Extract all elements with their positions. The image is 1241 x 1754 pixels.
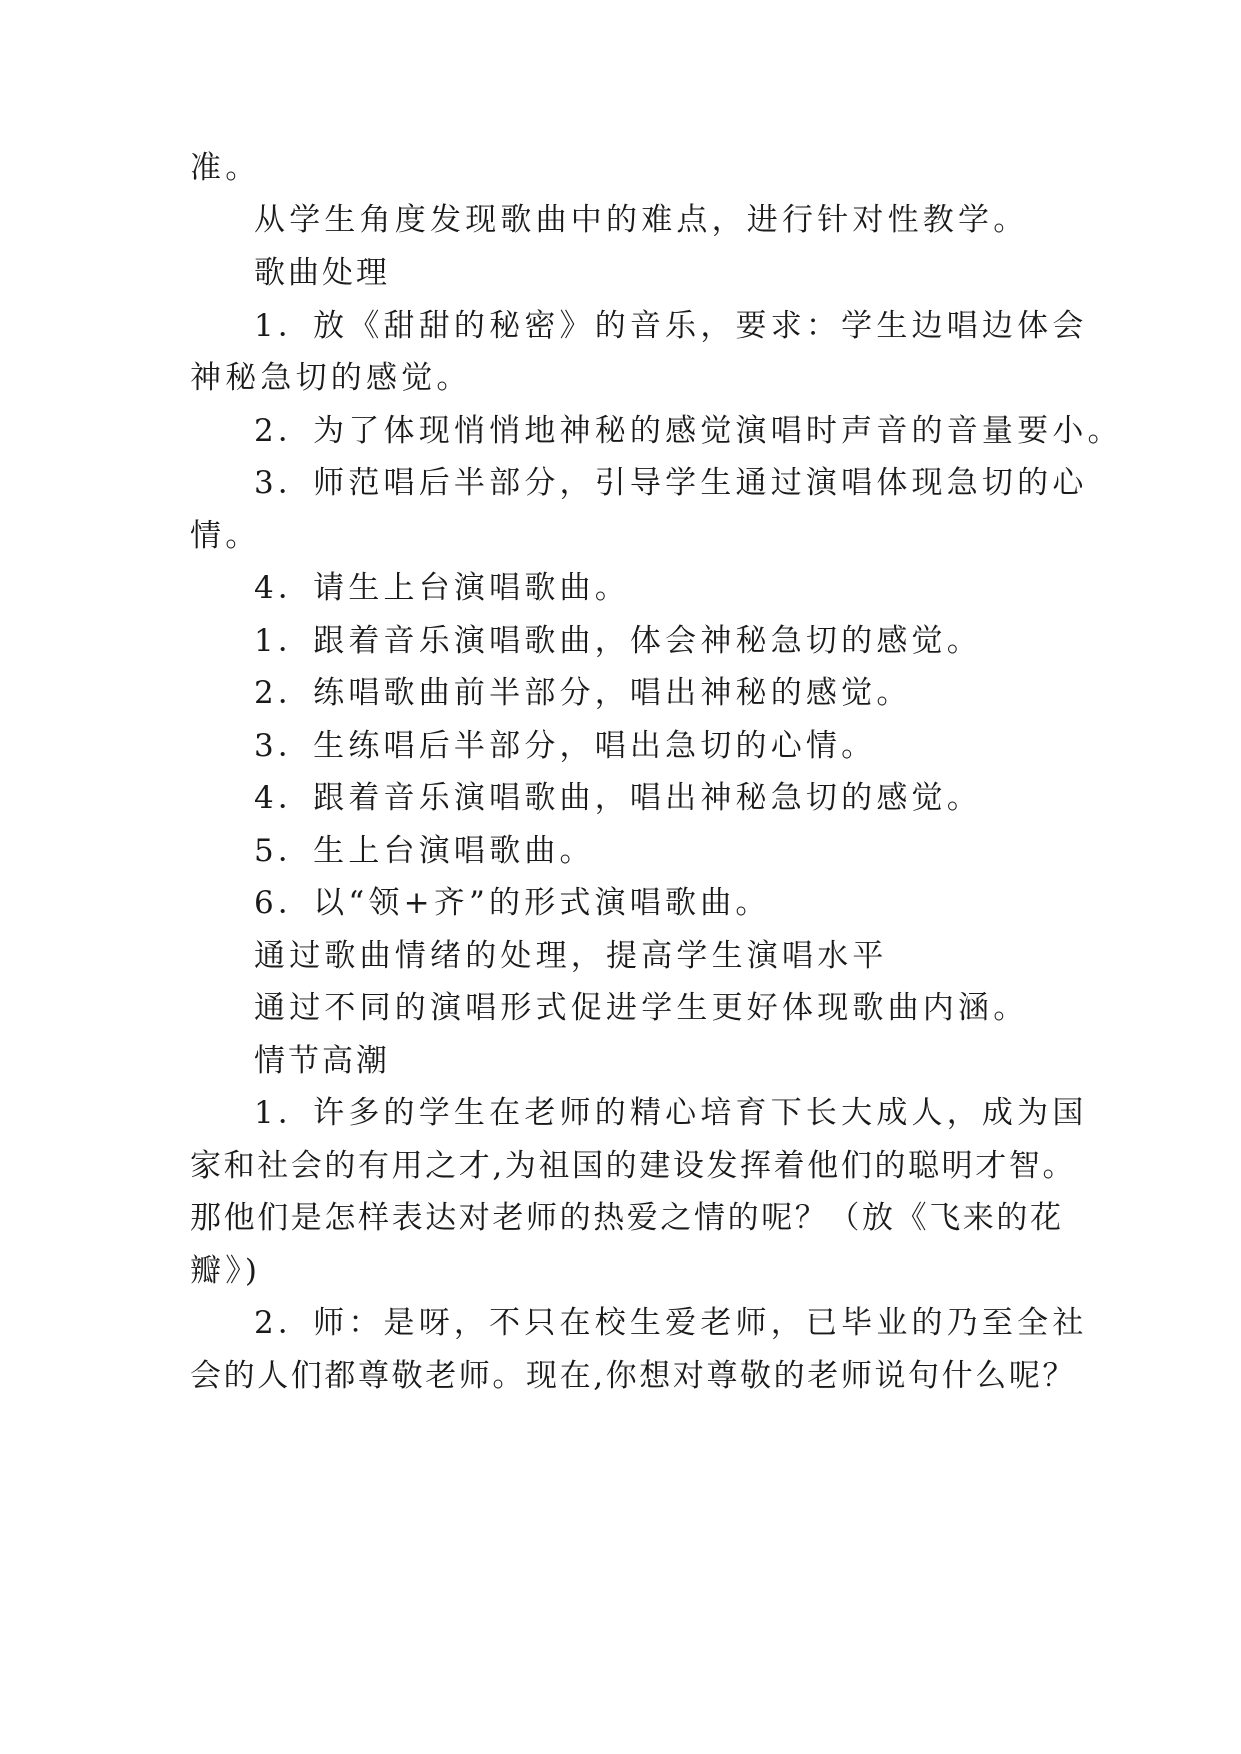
text-line: 1．放《甜甜的秘密》的音乐，要求：学生边唱边体会 xyxy=(254,308,1088,344)
section-heading: 情节高潮 xyxy=(254,1043,390,1079)
section-heading: 歌曲处理 xyxy=(254,255,390,291)
text-line: 3．师范唱后半部分，引导学生通过演唱体现急切的心 xyxy=(254,465,1088,501)
text-line: 准。 xyxy=(190,150,261,186)
text-line: 情。 xyxy=(190,518,261,554)
text-line: 神秘急切的感觉。 xyxy=(190,360,472,396)
text-line: 会的人们都尊敬老师。现在,你想对尊敬的老师说句什么呢？ xyxy=(190,1358,1077,1394)
text-line: 通过不同的演唱形式促进学生更好体现歌曲内涵。 xyxy=(254,990,1029,1026)
text-line: 那他们是怎样表达对老师的热爱之情的呢？（放《飞来的花 xyxy=(190,1200,1064,1236)
text-line: 瓣》) xyxy=(190,1253,262,1289)
text-line: 2．为了体现悄悄地神秘的感觉演唱时声音的音量要小。 xyxy=(254,413,1123,449)
text-line: 4．跟着音乐演唱歌曲，唱出神秘急切的感觉。 xyxy=(254,780,982,816)
text-line: 4．请生上台演唱歌曲。 xyxy=(254,570,630,606)
text-line: 2．练唱歌曲前半部分，唱出神秘的感觉。 xyxy=(254,675,912,711)
text-line: 1．许多的学生在老师的精心培育下长大成人，成为国 xyxy=(254,1095,1088,1131)
text-line: 家和社会的有用之才,为祖国的建设发挥着他们的聪明才智。 xyxy=(190,1148,1077,1184)
text-line: 5．生上台演唱歌曲。 xyxy=(254,833,595,869)
text-line: 2．师：是呀，不只在校生爱老师，已毕业的乃至全社 xyxy=(254,1305,1088,1341)
text-line: 通过歌曲情绪的处理，提高学生演唱水平 xyxy=(254,938,888,974)
text-line: 1．跟着音乐演唱歌曲，体会神秘急切的感觉。 xyxy=(254,623,982,659)
text-line: 6．以“领+齐”的形式演唱歌曲。 xyxy=(254,885,771,921)
text-line: 3．生练唱后半部分，唱出急切的心情。 xyxy=(254,728,877,764)
text-line: 从学生角度发现歌曲中的难点，进行针对性教学。 xyxy=(254,202,1029,238)
